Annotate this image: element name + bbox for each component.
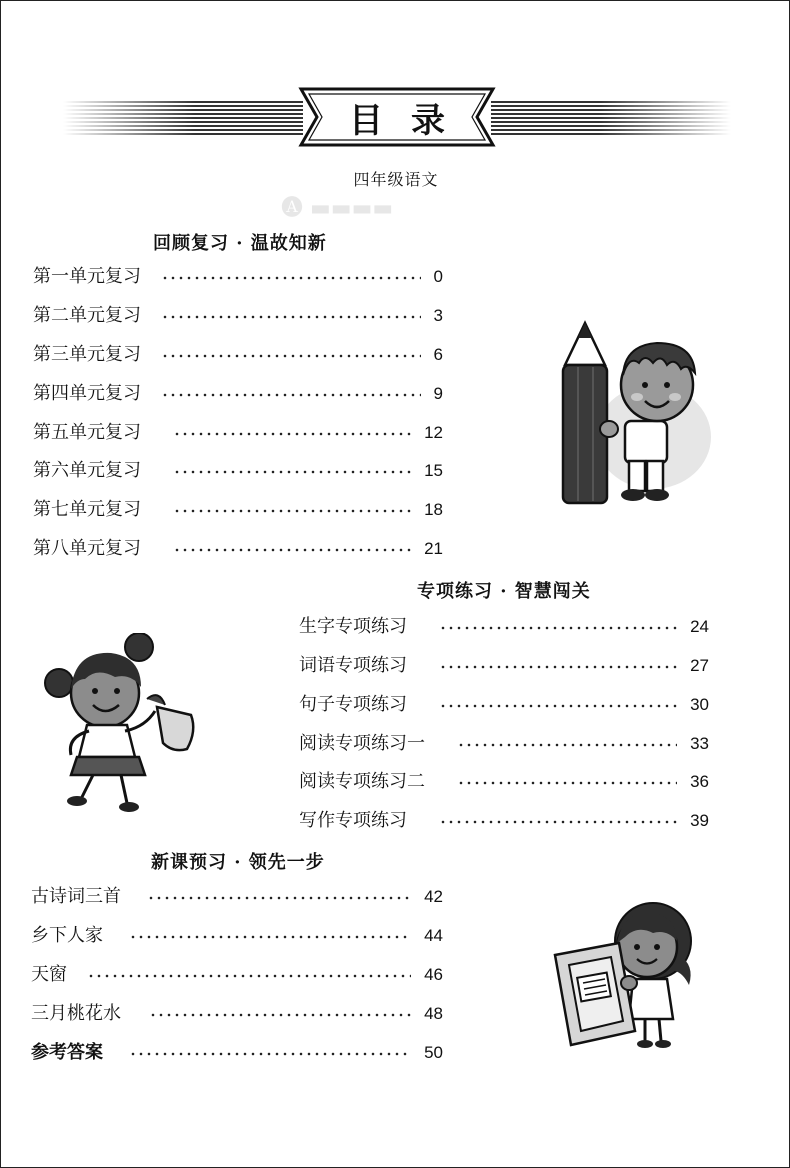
toc-entry-page: 44 xyxy=(424,926,443,945)
toc-entry-page: 36 xyxy=(690,772,709,791)
toc-entry-label: 第七单元复习 xyxy=(33,499,141,520)
toc-entry-page: 9 xyxy=(433,384,443,403)
toc-entry-label: 三月桃花水 xyxy=(31,1003,121,1024)
dot-leader xyxy=(439,704,677,708)
toc-entry-label: 古诗词三首 xyxy=(31,886,121,907)
toc-entry[interactable] xyxy=(299,615,709,639)
dot-leader xyxy=(161,354,421,358)
toc-entry[interactable] xyxy=(299,770,709,794)
toc-entry-page: 42 xyxy=(424,887,443,906)
toc-entry-label: 乡下人家 xyxy=(31,925,103,946)
section-heading-review: 回顾复习 · 温故知新 xyxy=(153,233,327,254)
toc-entry-page: 3 xyxy=(433,306,443,325)
dot-leader xyxy=(173,548,411,552)
toc-entry-label: 第三单元复习 xyxy=(33,344,141,365)
grade-subtitle: 四年级语文 xyxy=(353,170,439,189)
toc-entry[interactable] xyxy=(33,382,443,406)
toc-entry-page: 24 xyxy=(690,617,709,636)
toc-entry-label: 第四单元复习 xyxy=(33,383,141,404)
dot-leader xyxy=(457,781,677,785)
girl-with-bell-illustration xyxy=(37,633,207,815)
dot-leader xyxy=(129,1052,411,1056)
dot-leader xyxy=(161,315,421,319)
bleed-through: 🅐 ▬▬▬▬ xyxy=(281,196,394,221)
dot-leader xyxy=(87,974,411,978)
section-heading-preview: 新课预习 · 领先一步 xyxy=(151,852,325,873)
toc-entry-page: 39 xyxy=(690,811,709,830)
toc-entry-label: 参考答案 xyxy=(31,1042,103,1063)
dot-leader xyxy=(173,470,411,474)
dot-leader xyxy=(439,626,677,630)
toc-entry-label: 词语专项练习 xyxy=(299,655,407,676)
toc-entry-label: 阅读专项练习二 xyxy=(299,771,425,792)
toc-entry-page: 27 xyxy=(690,656,709,675)
toc-entry-label: 句子专项练习 xyxy=(299,694,407,715)
banner-stripes-right xyxy=(491,101,731,135)
toc-entry-page: 6 xyxy=(433,345,443,364)
dot-leader xyxy=(173,509,411,513)
toc-entry[interactable] xyxy=(33,421,443,445)
girl-with-book-illustration xyxy=(549,895,705,1055)
section-heading-practice: 专项练习 · 智慧闯关 xyxy=(417,581,591,602)
dot-leader xyxy=(149,1013,411,1017)
toc-entry-page: 48 xyxy=(424,1004,443,1023)
toc-entry-page: 30 xyxy=(690,695,709,714)
dot-leader xyxy=(147,896,411,900)
toc-entry-label: 写作专项练习 xyxy=(299,810,407,831)
dot-leader xyxy=(457,743,677,747)
toc-entry-page: 0 xyxy=(433,267,443,286)
page-title: 目录 xyxy=(349,100,473,141)
dot-leader xyxy=(439,820,677,824)
toc-entry-label: 第一单元复习 xyxy=(33,266,141,287)
toc-entry[interactable] xyxy=(31,924,443,948)
toc-entry-answers[interactable] xyxy=(31,1041,443,1065)
toc-entry[interactable] xyxy=(33,537,443,561)
toc-entry[interactable] xyxy=(31,1002,443,1026)
toc-entry-page: 46 xyxy=(424,965,443,984)
toc-entry-label: 第五单元复习 xyxy=(33,422,141,443)
dot-leader xyxy=(161,393,421,397)
toc-entry-page: 12 xyxy=(424,423,443,442)
toc-entry[interactable] xyxy=(299,809,709,833)
toc-entry-label: 第六单元复习 xyxy=(33,460,141,481)
toc-entry[interactable] xyxy=(31,963,443,987)
dot-leader xyxy=(129,935,411,939)
toc-entry-page: 15 xyxy=(424,461,443,480)
toc-entry[interactable] xyxy=(299,732,709,756)
toc-entry[interactable] xyxy=(33,498,443,522)
toc-entry[interactable] xyxy=(299,654,709,678)
toc-entry-label: 生字专项练习 xyxy=(299,616,407,637)
toc-entry-page: 50 xyxy=(424,1043,443,1062)
toc-entry-page: 21 xyxy=(424,539,443,558)
toc-entry-page: 33 xyxy=(690,734,709,753)
dot-leader xyxy=(439,665,677,669)
toc-entry[interactable] xyxy=(31,885,443,909)
toc-entry[interactable] xyxy=(299,693,709,717)
boy-with-pencil-illustration xyxy=(541,319,721,514)
toc-entry-page: 18 xyxy=(424,500,443,519)
dot-leader xyxy=(173,432,411,436)
dot-leader xyxy=(161,276,421,280)
toc-entry[interactable] xyxy=(33,343,443,367)
banner-stripes-left xyxy=(63,101,303,135)
toc-entry-label: 天窗 xyxy=(31,964,67,985)
toc-entry-label: 阅读专项练习一 xyxy=(299,733,425,754)
toc-entry[interactable] xyxy=(33,304,443,328)
toc-entry-label: 第八单元复习 xyxy=(33,538,141,559)
toc-entry[interactable] xyxy=(33,459,443,483)
toc-entry-label: 第二单元复习 xyxy=(33,305,141,326)
toc-entry[interactable] xyxy=(33,265,443,289)
